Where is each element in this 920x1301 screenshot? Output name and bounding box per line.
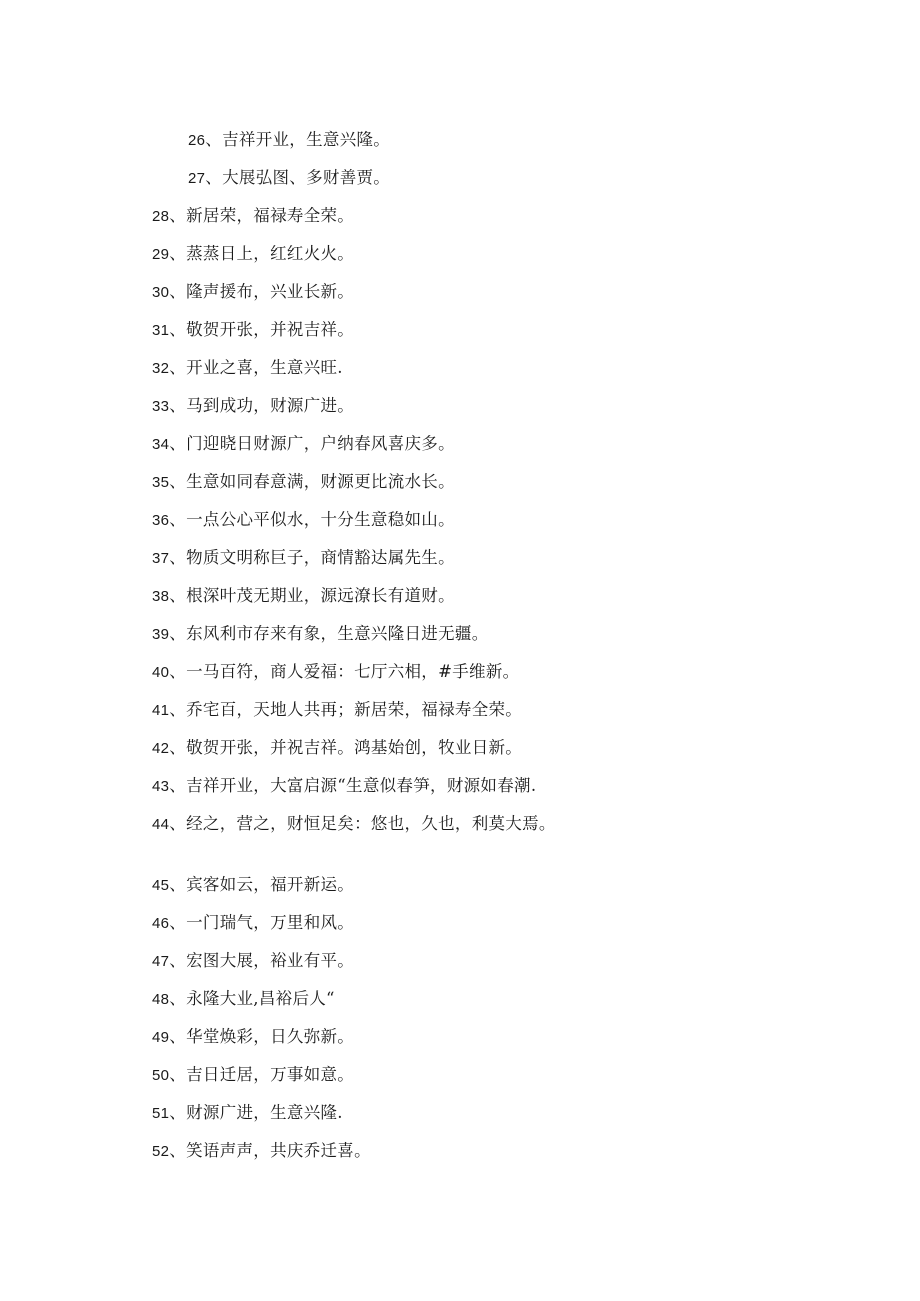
item-number: 33 (152, 398, 170, 415)
item-number: 28 (152, 208, 170, 225)
item-text: 、生意如同春意满，财源更比流水长。 (169, 472, 455, 491)
item-number: 49 (152, 1029, 170, 1046)
list-item (152, 432, 612, 470)
list-item (152, 128, 612, 166)
list-item (152, 508, 612, 546)
item-text: 、新居荣，福禄寿全荣。 (169, 206, 355, 225)
list-item (152, 736, 612, 774)
item-number: 50 (152, 1067, 170, 1084)
item-text: 、敬贺开张，并祝吉祥。 (169, 320, 355, 339)
item-text: 、华堂焕彩，日久弥新。 (169, 1027, 355, 1046)
couplet-list (152, 128, 612, 1177)
item-number: 51 (152, 1105, 170, 1122)
item-number: 45 (152, 877, 170, 894)
item-number: 46 (152, 915, 170, 932)
item-text: 、根深叶茂无期业，源远潦长有道财。 (169, 586, 455, 605)
list-item (152, 166, 612, 204)
list-item (152, 356, 612, 394)
item-number: 27 (188, 170, 206, 187)
list-item (152, 470, 612, 508)
item-text: 、永隆大业,昌裕后人“ (169, 989, 335, 1008)
list-item (152, 698, 612, 736)
item-text: 、门迎晓日财源广，户纳春风喜庆多。 (169, 434, 455, 453)
item-number: 37 (152, 550, 170, 567)
item-number: 47 (152, 953, 170, 970)
item-number: 38 (152, 588, 170, 605)
item-number: 29 (152, 246, 170, 263)
item-number: 35 (152, 474, 170, 491)
item-number: 42 (152, 740, 170, 757)
item-text: 、宾客如云，福开新运。 (169, 875, 355, 894)
item-text: 、财源广进，生意兴隆. (169, 1103, 343, 1122)
item-number: 34 (152, 436, 170, 453)
item-number: 26 (188, 132, 206, 149)
list-item (152, 394, 612, 432)
item-text: 、蒸蒸日上，红红火火。 (169, 244, 355, 263)
item-text: 、大展弘图、多财善贾。 (205, 168, 391, 187)
item-text: 、敬贺开张，并祝吉祥。鸿基始创，牧业日新。 (169, 738, 523, 757)
list-item (152, 987, 612, 1025)
item-text: 、宏图大展，裕业有平。 (169, 951, 355, 970)
list-item (152, 774, 612, 812)
list-item (152, 584, 612, 622)
list-item (152, 318, 612, 356)
item-number: 40 (152, 664, 170, 681)
item-number: 32 (152, 360, 170, 377)
item-number: 30 (152, 284, 170, 301)
item-number: 36 (152, 512, 170, 529)
list-item (152, 242, 612, 280)
item-number: 41 (152, 702, 170, 719)
item-number: 39 (152, 626, 170, 643)
item-number: 48 (152, 991, 170, 1008)
item-number: 43 (152, 778, 170, 795)
item-text: 、开业之喜，生意兴旺. (169, 358, 343, 377)
item-text: 、一点公心平似水，十分生意稳如山。 (169, 510, 455, 529)
item-text: 、经之，营之，财恒足矣：悠也，久也，利莫大焉。 (169, 814, 556, 833)
item-text: 、马到成功，财源广进。 (169, 396, 355, 415)
list-item (152, 1139, 612, 1177)
item-number: 31 (152, 322, 170, 339)
list-item (152, 1101, 612, 1139)
list-item (152, 873, 612, 911)
list-item (152, 546, 612, 584)
list-item (152, 1063, 612, 1101)
list-item (152, 949, 612, 987)
item-text: 、吉祥开业，大富启源“生意似春笋，财源如春潮. (169, 776, 537, 795)
list-item (152, 204, 612, 242)
item-text: 、隆声援布，兴业长新。 (169, 282, 355, 301)
list-item (152, 911, 612, 949)
item-number: 52 (152, 1143, 170, 1160)
item-text: 、一马百符，商人爱福：七厅六相，#手维新。 (169, 662, 520, 681)
item-text: 、乔宅百，天地人共再；新居荣，福禄寿全荣。 (169, 700, 523, 719)
item-text: 、物质文明称巨子，商情豁达属先生。 (169, 548, 455, 567)
list-item (152, 812, 612, 873)
item-text: 、吉日迁居，万事如意。 (169, 1065, 355, 1084)
list-item (152, 660, 612, 698)
item-text: 、吉祥开业，生意兴隆。 (205, 130, 391, 149)
item-text: 、东风利市存来有象，生意兴隆日进无疆。 (169, 624, 489, 643)
list-item (152, 622, 612, 660)
list-item (152, 1025, 612, 1063)
list-item (152, 280, 612, 318)
item-text: 、一门瑞气，万里和风。 (169, 913, 355, 932)
item-text: 、笑语声声，共庆乔迁喜。 (169, 1141, 371, 1160)
item-number: 44 (152, 816, 170, 833)
